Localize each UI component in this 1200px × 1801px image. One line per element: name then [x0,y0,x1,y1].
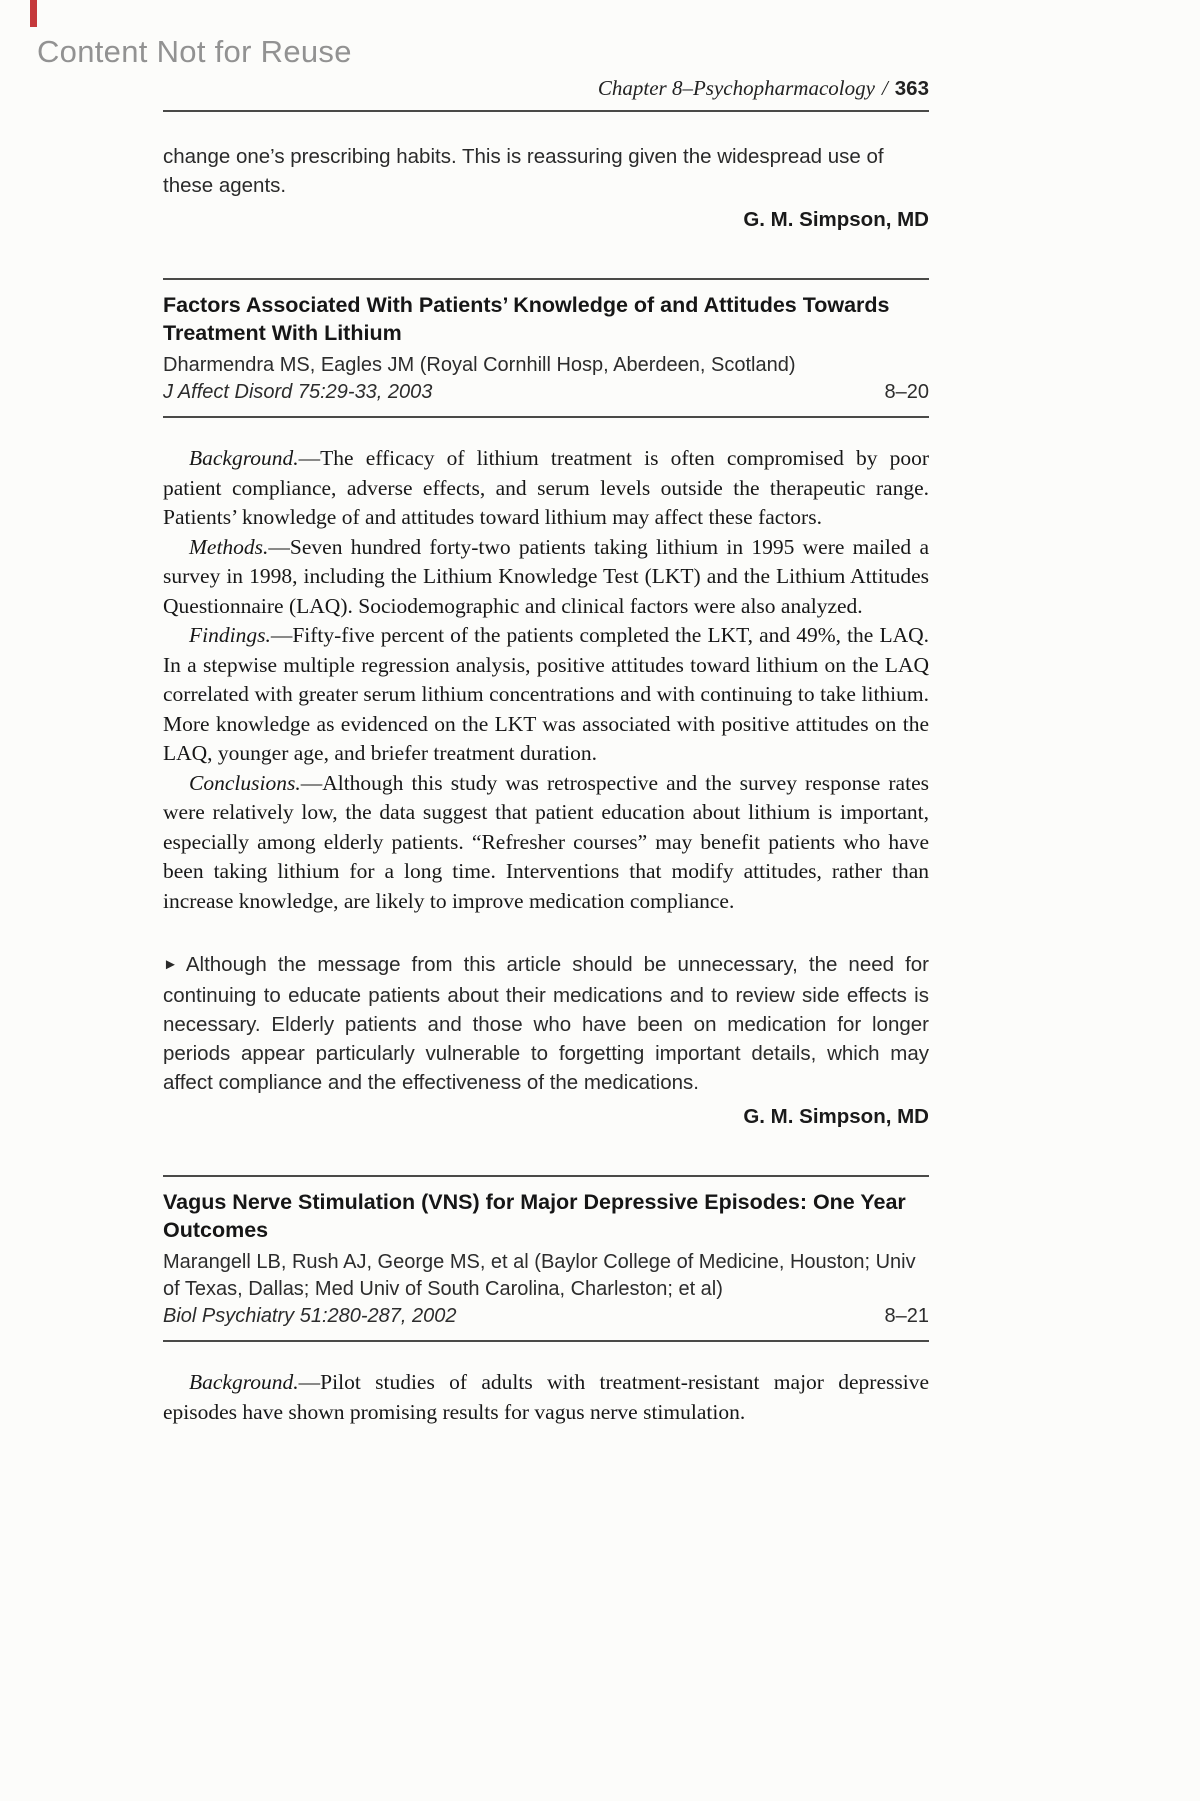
citation-row [163,381,929,404]
citation-inner [163,280,929,416]
journal-citation: Biol Psychiatry 51:280-287, 2002 [163,1305,457,1327]
section-text: —The efficacy of lithium treatment is often compromised by poor patient compliance, adverse effects, and serum levels outside the therapeutic range. Patients’ knowledge of and attitudes toward lithium may affect these factors. [163,446,929,529]
section-text: —Fifty-five percent of the patients completed the LKT, and 49%, the LAQ. In a stepwise multiple regression analysis, positive attitudes toward lithium on the LAQ correlated with greater serum lithium concentrations and with continuing to take lithium. More knowledge as evidenced on the LKT was associated with positive attitudes on the LAQ, younger age, and briefer treatment duration. [163,623,929,765]
reference-number: 8–20 [884,381,929,403]
abstract-paragraph [163,444,929,533]
page-header [163,76,929,101]
abstract [163,444,929,916]
section-text: —Although this study was retrospective and the survey response rates were relatively low, the data suggest that patient education about lithium is important, especially among elderly patients. “Refresher courses” may benefit patients who have been taking lithium for a long time. Interventions that modify attitudes, rather than increase knowledge, are likely to improve medication compliance. [163,770,929,913]
citation-row [163,1305,929,1328]
watermark: Content Not for Reuse [37,34,352,69]
section-text: —Pilot studies of adults with treatment-resistant major depressive episodes have shown promising results for vagus nerve stimulation. [163,1370,929,1424]
article-authors: Marangell LB, Rush AJ, George MS, et al (Baylor College of Medicine, Houston; Univ of Texas, Dallas; Med Univ of South Carolina, Charleston; et al) [163,1251,916,1300]
commentary-text: Although the message from this article should be unnecessary, the need for continuing to educate patients about their medications and to review side effects is necessary. Elderly patients and those who have been on medication for longer periods appear particularly vulnerable to forgetting important details, which may affect compliance and the effectiveness of the medications. [163,953,929,1094]
commentary-arrow-icon: ► [163,956,178,973]
article-title: Factors Associated With Patients’ Knowledge of and Attitudes Towards Treatment With Lithium [163,293,890,345]
article-citation-block [163,1175,929,1342]
header-separator: / [881,76,888,100]
abstract-paragraph [163,1368,929,1427]
section-label: Findings. [189,623,271,647]
red-corner-mark [30,0,37,27]
citation-inner [163,1177,929,1340]
author-byline: G. M. Simpson, MD [743,208,929,231]
commentary [163,950,929,1097]
citation-divider-bottom [163,1340,929,1342]
page-number: 363 [894,77,929,100]
reference-number: 8–21 [884,1305,929,1327]
prior-commentary-text: change one’s prescribing habits. This is reassuring given the widespread use of these agents. [163,145,884,197]
section-label: Background. [189,446,299,470]
article-title: Vagus Nerve Stimulation (VNS) for Major Depressive Episodes: One Year Outcomes [163,1190,906,1242]
page-content [163,76,929,1427]
journal-citation: J Affect Disord 75:29-33, 2003 [163,381,433,403]
article-byline: G. M. Simpson, MD [743,1105,929,1128]
abstract-paragraph [163,533,929,622]
abstract-paragraph [163,769,929,917]
section-label: Conclusions. [189,770,301,795]
abstract-paragraph [163,621,929,769]
article-authors: Dharmendra MS, Eagles JM (Royal Cornhill Hosp, Aberdeen, Scotland) [163,354,796,376]
section-text: —Seven hundred forty-two patients taking lithium in 1995 were mailed a survey in 1998, including the Lithium Knowledge Test (LKT) and the Lithium Attitudes Questionnaire (LAQ). Sociodemographic and clinical factors were also analyzed. [163,534,929,618]
section-label: Background. [189,1370,299,1394]
article-citation-block [163,278,929,418]
abstract [163,1368,929,1427]
header-rule [163,110,929,112]
chapter-title: Chapter 8–Psychopharmacology [597,76,875,100]
section-label: Methods. [189,534,269,559]
citation-divider-bottom [163,416,929,418]
